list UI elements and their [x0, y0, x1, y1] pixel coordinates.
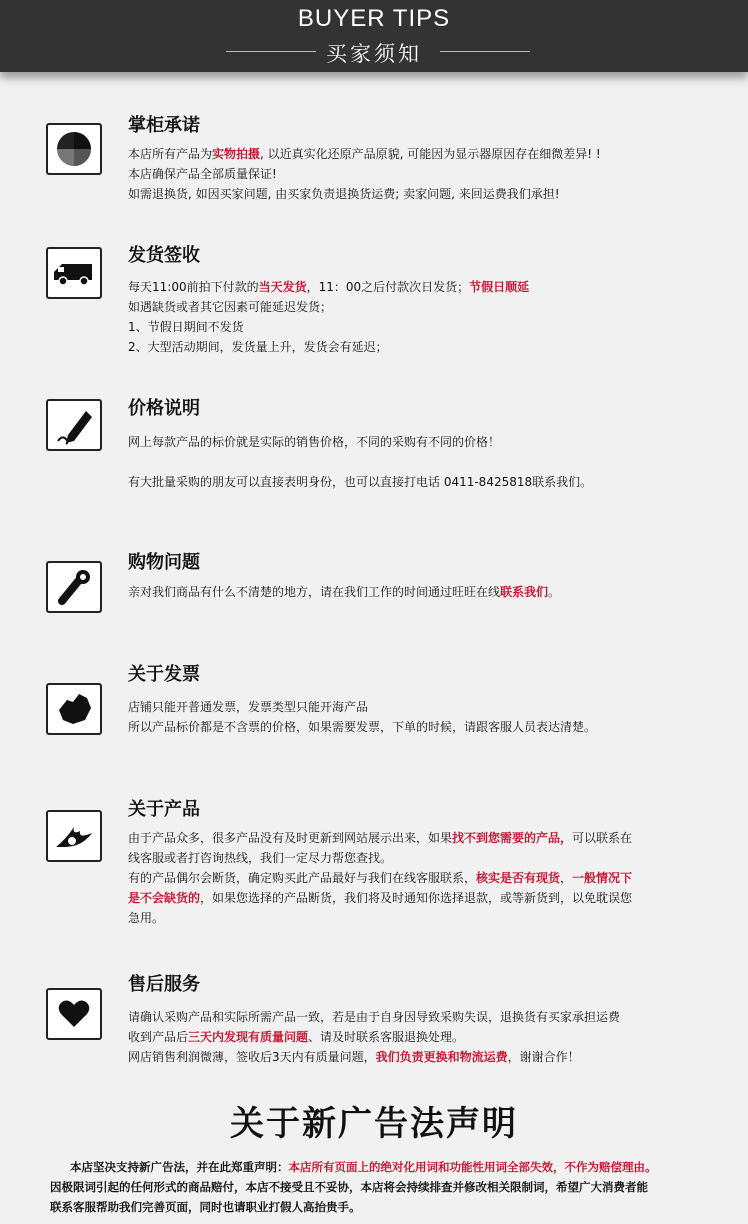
- ad-law-title: 关于新广告法声明: [230, 1104, 518, 1144]
- body-text: 联系客服帮助我们完善页面，同时也请职业打假人高抬贵手。: [50, 1200, 361, 1214]
- section-title: 价格说明: [128, 398, 200, 419]
- body-text: 如遇缺货或者其它因素可能延迟发货；: [128, 300, 333, 314]
- body-line: [128, 317, 529, 337]
- section-title: 售后服务: [128, 974, 200, 995]
- highlight-text: 找不到您需要的产品，: [452, 831, 573, 845]
- body-text: 本店所有产品为: [128, 147, 213, 161]
- highlight-text: 三天内发现有质量问题: [188, 1030, 309, 1044]
- body-line: [128, 297, 529, 317]
- section-body: [128, 432, 592, 492]
- body-text: ，如果您选择的产品断货，我们将及时通知你选择退款，或等新货到，以免耽误您: [200, 891, 633, 905]
- body-line: [128, 1027, 620, 1047]
- body-text: 店铺只能开普通发票，发票类型只能开海产品: [128, 700, 369, 714]
- section-body: [128, 828, 632, 928]
- section-title: 关于发票: [128, 664, 200, 685]
- body-text: , 以近真实化还原产品原貌, 可能因为显示器原因存在细微差异! !: [260, 147, 601, 161]
- body-line: [128, 337, 529, 357]
- body-text: 如需退换货, 如因买家问题, 由买家负责退换货运费; 卖家问题, 来回运费我们承担!: [128, 187, 560, 201]
- body-line: [128, 697, 596, 717]
- body-line: [50, 1177, 720, 1197]
- pie-chart-icon: [46, 123, 102, 175]
- body-text: 网店销售利润微薄，签收后3天内有质量问题，: [128, 1050, 376, 1064]
- highlight-text: 是不会缺货的: [128, 891, 201, 905]
- body-line: [50, 1197, 720, 1217]
- body-line: [128, 184, 601, 204]
- tool-icon: [46, 561, 102, 613]
- body-line: [128, 277, 529, 297]
- map-icon: [46, 683, 102, 735]
- section-title: 掌柜承诺: [128, 115, 200, 136]
- section-body: [128, 277, 529, 357]
- body-text: 由于产品众多，很多产品没有及时更新到网站展示出来，如果: [128, 831, 453, 845]
- section-title: 购物问题: [128, 552, 200, 573]
- body-line: [128, 908, 632, 928]
- body-line: [128, 472, 592, 492]
- body-text: 因极限词引起的任何形式的商品赔付，本店不接受且不妥协，本店将会持续排查并修改相关限制词，希望广大消费者能: [50, 1180, 648, 1194]
- body-text: 网上每款产品的标价就是实际的销售价格，不同的采购有不同的价格！: [128, 435, 501, 449]
- body-text: 每天11:00前拍下付款的: [128, 280, 259, 294]
- body-text: 1、节假日期间不发货: [128, 320, 244, 334]
- body-text: 线客服或者打咨询热线，我们一定尽力帮您查找。: [128, 851, 393, 865]
- ad-law-body: [50, 1157, 720, 1217]
- section-body: [128, 144, 601, 204]
- page-header: [0, 0, 748, 72]
- heart-icon: [46, 988, 102, 1040]
- highlight-text: 节假日顺延: [469, 280, 530, 294]
- section-title: 发货签收: [128, 245, 200, 266]
- section-body: [128, 1007, 620, 1067]
- body-text: 所以产品标价都是不含票的价格，如果需要发票，下单的时候，请跟客服人员表达清楚。: [128, 720, 597, 734]
- body-text: 。: [548, 585, 561, 599]
- flame-icon: [46, 810, 102, 862]
- body-line: [128, 144, 601, 164]
- body-line: [128, 1007, 620, 1027]
- highlight-text: 一般情况下: [572, 871, 633, 885]
- body-line: [128, 1047, 620, 1067]
- body-text: 本店确保产品全部质量保证!: [128, 167, 277, 181]
- body-text: 急用。: [128, 911, 165, 925]
- highlight-text: 本店所有页面上的绝对化用词和功能性用词全部失效，不作为赔偿理由。: [288, 1160, 657, 1174]
- body-line: [128, 452, 592, 472]
- highlight-text: 当天发货: [258, 280, 307, 294]
- body-text: 可以联系在: [572, 831, 633, 845]
- body-line: [128, 164, 601, 184]
- body-text: 有大批量采购的朋友可以直接表明身份，也可以直接打电话 0411-8425818联系我们。: [128, 475, 593, 489]
- body-text: ，: [560, 871, 573, 885]
- body-text: 有的产品偶尔会断货，确定购买此产品最好与我们在线客服联系，: [128, 871, 477, 885]
- body-text: 本店坚决支持新广告法，并在此郑重声明：: [70, 1160, 289, 1174]
- body-text: ，谢谢合作！: [507, 1050, 580, 1064]
- body-line: [128, 868, 632, 888]
- body-line: [128, 888, 632, 908]
- highlight-text: 核实是否有现货: [476, 871, 561, 885]
- body-line: [50, 1157, 720, 1177]
- highlight-text: 联系我们: [500, 585, 549, 599]
- body-text: 、请及时联系客服退换处理。: [308, 1030, 465, 1044]
- header-title-cn: 买家须知: [326, 42, 422, 66]
- body-line: [128, 717, 596, 737]
- highlight-text: 我们负责更换和物流运费: [375, 1050, 508, 1064]
- body-text: 亲对我们商品有什么不清楚的地方，请在我们工作的时间通过旺旺在线: [128, 585, 501, 599]
- section-body: [128, 582, 560, 602]
- body-text: 2、大型活动期间，发货量上升，发货会有延迟；: [128, 340, 388, 354]
- body-line: [128, 432, 592, 452]
- pen-icon: [46, 399, 102, 451]
- section-title: 关于产品: [128, 799, 200, 820]
- body-text: 请确认采购产品和实际所需产品一致，若是由于自身因导致采购失误，退换货有买家承担运费: [128, 1010, 621, 1024]
- section-body: [128, 697, 596, 737]
- body-line: [128, 848, 632, 868]
- highlight-text: 实物拍摄: [212, 147, 261, 161]
- body-line: [128, 582, 560, 602]
- body-text: 收到产品后: [128, 1030, 189, 1044]
- header-title-en: BUYER TIPS: [297, 5, 451, 32]
- truck-icon: [46, 247, 102, 299]
- header-divider-right: [440, 51, 530, 52]
- body-line: [128, 828, 632, 848]
- body-text: ，11：00之后付款次日发货；: [306, 280, 470, 294]
